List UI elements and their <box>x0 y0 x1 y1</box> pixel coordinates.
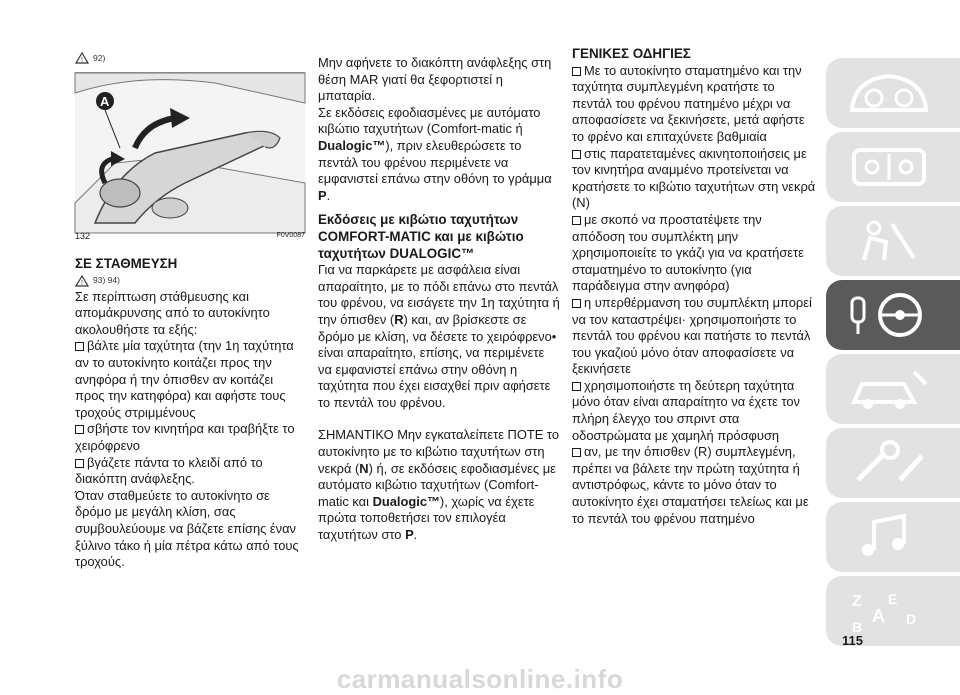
svg-text:!: ! <box>81 57 83 64</box>
page-number: 115 <box>842 633 863 648</box>
list-item: βάλτε μία ταχύτητα (την 1η ταχύτητα αν το αυτοκίνητο κοιτάζει προς την ανηφόρα ή την όπισθεν αν κοιτάζει προς την κατηφόρα) και αφήστε τους τροχούς στριμμένους <box>75 338 294 420</box>
checkbox-bullet-icon <box>572 299 581 308</box>
column-1 <box>75 50 305 571</box>
automatic-note: Σε εκδόσεις εφοδιασμένες με αυτόματο κιβώτιο ταχυτήτων (Comfort-matic ή Dualogic™), πριν ελευθερώσετε το πεντάλ του φρένου περιμένετε να εμφανιστεί επάνω στην οθόνη το γράμμα P. <box>318 104 552 203</box>
checkbox-bullet-icon <box>572 67 581 76</box>
column-2 <box>318 55 561 544</box>
list-item: αν, με την όπισθεν (R) συμπλεγμένη, πρέπει να βάλετε την πρώτη ταχύτητα ή αντιστρόφως, κάντε το μόνο όταν το αυτοκίνητο έχει σταματήσει τελείως και με το πεντάλ του φρένου πατημένο <box>572 444 809 526</box>
list-item: βγάζετε πάντα το κλειδί από το διακόπτη ανάφλεξης. <box>75 454 263 487</box>
key-steering-wheel-icon <box>844 288 934 342</box>
tab-warning-lights[interactable] <box>826 132 960 202</box>
tab-starting-driving[interactable] <box>826 280 960 350</box>
chapter-tabs <box>826 58 960 650</box>
car-dashboard-icon <box>844 66 934 120</box>
alphabet-index-icon <box>844 584 934 638</box>
car-tools-icon <box>844 362 934 416</box>
watermark: carmanualsonline.info <box>336 664 624 694</box>
handbrake-figure <box>75 72 305 242</box>
parking-outro: Όταν σταθμεύετε το αυτοκίνητο σε δρόμο με μεγάλη κλίση, σας συμβουλεύουμε να βάζετε επίσης έναν ξύλινο τάκο ή μία πέτρα κάτω από τους τροχούς. <box>75 487 299 570</box>
figure-label-a: A <box>100 94 110 109</box>
svg-text:B: B <box>852 619 863 635</box>
music-multimedia-icon <box>844 510 934 564</box>
tab-multimedia[interactable] <box>826 502 960 572</box>
section-title-automatic: Εκδόσεις με κιβώτιο ταχυτήτων COMFORT-MATIC και με κιβώτιο ταχυτήτων DUALOGIC™ <box>318 212 524 261</box>
figure-number: 132 <box>75 231 91 242</box>
list-item: με σκοπό να προστατέψετε την απόδοση του συμπλέκτη μην χρησιμοποιείτε το γκάζι για να κρατήσετε σταματημένο το αυτοκίνητο (για παράδειγμα στην ανηφόρα) <box>572 211 804 294</box>
checkbox-bullet-icon <box>572 448 581 457</box>
airbag-seat-icon <box>844 214 934 268</box>
checkbox-bullet-icon <box>75 425 84 434</box>
warning-ref-2: ! 93) 94) <box>75 273 305 289</box>
checkbox-bullet-icon <box>572 216 581 225</box>
wrench-service-icon <box>844 436 934 490</box>
checkbox-bullet-icon <box>572 150 581 159</box>
list-item: η υπερθέρμανση του συμπλέκτη μπορεί να τον καταστρέψει· χρησιμοποιήστε το πεντάλ του φρένου και πατήστε το πεντάλ του γκαζιού μόνο όταν αποφασίσετε να ξεκινήσετε <box>572 294 812 377</box>
svg-text:A: A <box>872 606 885 626</box>
list-item: σβήστε τον κινητήρα και τραβήξτε το χειρόφρενο <box>75 421 295 453</box>
section-title-general: ΓΕΝΙΚΕΣ ΟΔΗΓΙΕΣ <box>572 46 691 61</box>
svg-text:!: ! <box>81 279 83 287</box>
list-item: χρησιμοποιήστε τη δεύτερη ταχύτητα μόνο όταν είναι απαραίτητο να έχετε τον πλήρη έλεγχο του σπριντ στα οδοστρώματα με χαμηλή πρόσφυση <box>572 377 800 443</box>
tab-safety[interactable] <box>826 206 960 276</box>
warning-icon <box>75 275 89 287</box>
svg-text:D: D <box>906 611 917 627</box>
tab-dashboard[interactable] <box>826 58 960 128</box>
ignition-note: Μην αφήνετε το διακόπτη ανάφλεξης στη θέση MAR γιατί θα ξεφορτιστεί η μπαταρία. <box>318 55 552 104</box>
figure-code: F0V0087 <box>276 232 305 240</box>
checkbox-bullet-icon <box>572 382 581 391</box>
handbrake-illustration <box>75 73 305 233</box>
checkbox-bullet-icon <box>75 342 84 351</box>
warning-ref-1: ! 92) <box>75 50 305 66</box>
automatic-parking-text: Για να παρκάρετε με ασφάλεια είναι απαραίτητο, με το πόδι επάνω στο πεντάλ του φρένου, να εισάγετε την 1η ταχύτητα ή την όπισθεν (R) και, αν βρίσκεστε σε δρόμο με κλίση, να δέσετε το χειρόφρενο• είναι απαραίτητο, επίσης, να περιμένετε να εμφανιστεί επάνω στην οθόνη η ταχύτητα που έχει εισαχθεί πριν αφήσετε το πεντάλ του φρένου. <box>318 262 560 410</box>
svg-text:Z: Z <box>852 593 862 610</box>
column-3 <box>572 46 817 527</box>
important-note: ΣΗΜΑΝΤΙΚΟ Μην εγκαταλείπετε ΠΟΤΕ το αυτοκίνητο με το κιβώτιο ταχυτήτων στη νεκρά (N) ή, σε εκδόσεις εφοδιασμένες με αυτόματο κιβώτιο ταχυτήτων (Comfort-matic και Dualogic™), χωρίς να έχετε πρώτα τοποθετήσει τον επιλογέα ταχυτήτων στο P. <box>318 427 560 543</box>
list-item: στις παρατεταμένες ακινητοποιήσεις με τον κινητήρα αναμμένο προτείνεται να κρατήσετε το κιβώτιο ταχυτήτων στη νεκρά (N) <box>572 145 816 211</box>
warning-icon <box>75 52 89 64</box>
parking-intro: Σε περίπτωση στάθμευσης και απομάκρυνσης από το αυτοκίνητο ακολουθήστε τα εξής: <box>75 288 270 337</box>
tab-maintenance[interactable] <box>826 428 960 498</box>
warning-lights-icon <box>844 140 934 194</box>
checkbox-bullet-icon <box>75 459 84 468</box>
tab-emergency[interactable] <box>826 354 960 424</box>
svg-text:E: E <box>888 591 898 607</box>
list-item: Με το αυτοκίνητο σταματημένο και την ταχύτητα συμπλεγμένη κρατήστε το πεντάλ του φρένου πατημένο μέχρι να αποφασίσετε να ξεκινήσετε, μετά αφήστε το φρένο και επιταχύνετε βαθμιαία <box>572 62 805 144</box>
section-title-parking: ΣΕ ΣΤΑΘΜΕΥΣΗ <box>75 256 178 271</box>
